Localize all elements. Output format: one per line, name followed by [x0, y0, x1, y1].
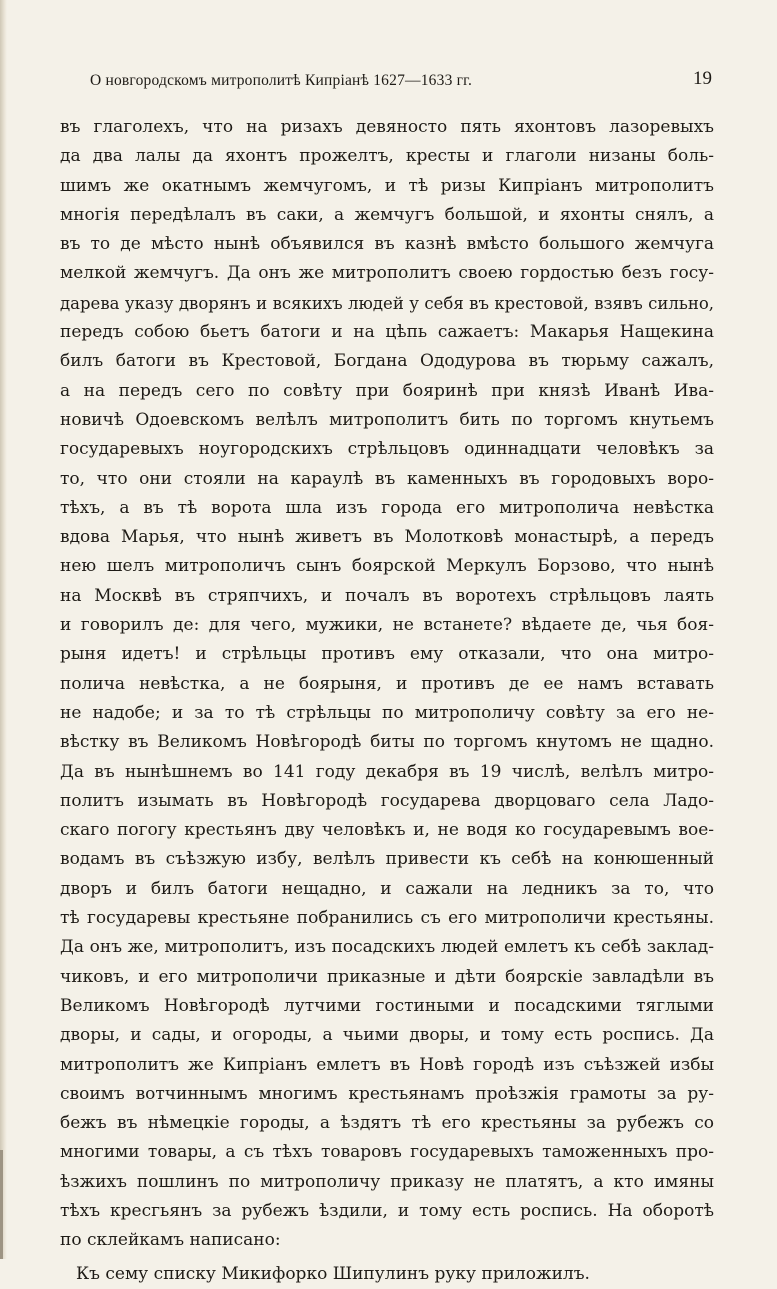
page-header	[60, 66, 716, 96]
text-line: по склейкамъ написано:	[60, 1230, 281, 1251]
text-line: дворы, и сады, и огороды, а чьими дворы, и тому есть роспись. Да	[60, 1025, 714, 1046]
text-line: Да онъ же, митрополитъ, изъ посадскихъ людей емлетъ къ себѣ заклад-	[60, 937, 714, 958]
text-line: государевыхъ ноугородскихъ стрѣльцовъ одиннадцати человѣкъ за	[60, 439, 714, 460]
text-line: тѣхъ кресгьянъ за рубежъ ѣздили, и тому есть роспись. На оборотѣ	[60, 1200, 714, 1221]
text-line: политъ изымать въ Новѣгородѣ государева дворцоваго села Ладо-	[60, 790, 714, 811]
page-number: 19	[693, 68, 712, 89]
text-line: тѣхъ, а въ тѣ ворота шла изъ города его митрополича невѣстка	[60, 497, 714, 518]
text-line: бежъ въ нѣмецкіе городы, а ѣздятъ тѣ его крестьяны за рубежъ со	[60, 1113, 714, 1134]
text-line: и говорилъ де: для чего, мужики, не встанете? вѣдаете де, чья боя-	[60, 615, 714, 636]
text-line: да два лалы да яхонтъ прожелтъ, кресты и глаголи низаны боль-	[60, 146, 714, 167]
text-line: чиковъ, и его митрополичи приказные и дѣти боярскіе завладѣли въ	[60, 966, 714, 987]
text-line: а на передъ сего по совѣту при бояринѣ при князѣ Иванѣ Ива-	[60, 380, 714, 401]
text-line: передъ собою бьетъ батоги и на цѣпь сажаетъ: Макарья Нащекина	[60, 322, 714, 343]
text-line: вдова Марья, что нынѣ живетъ въ Молотковѣ монастырѣ, а передъ	[60, 527, 714, 548]
text-line: многія передѣлалъ въ саки, а жемчугъ большой, и яхонты снялъ, а	[60, 204, 714, 225]
text-line: нею шелъ митрополичъ сынъ боярской Меркулъ Борзово, что нынѣ	[60, 556, 714, 577]
text-line: многими товары, а съ тѣхъ товаровъ государевыхъ таможенныхъ про-	[60, 1142, 714, 1163]
text-line: билъ батоги въ Крестовой, Богдана Ододурова въ тюрьму сажалъ,	[60, 351, 714, 372]
text-line: Да въ нынѣшнемъ во 141 году декабря въ 19 числѣ, велѣлъ митро-	[60, 761, 714, 782]
text-line: скаго погогу крестьянъ дву человѣкъ и, не водя ко государевымъ вое-	[60, 820, 714, 841]
text-line: митрополитъ же Кипріанъ емлетъ въ Новѣ городѣ изъ съѣзжей избы	[60, 1054, 714, 1075]
binding-mark	[0, 1150, 3, 1259]
running-title: О новгородскомъ митрополитѣ Кипріанѣ 1627—1633 гг.	[90, 72, 473, 89]
text-line: шимъ же окатнымъ жемчугомъ, и тѣ ризы Кипріанъ митрополитъ	[60, 175, 714, 196]
text-line: то, что они стояли на караулѣ въ каменныхъ въ городовыхъ воро-	[60, 468, 714, 489]
text-line: въ глаголехъ, что на ризахъ девяносто пять яхонтовъ лазоревыхъ	[60, 117, 714, 137]
closing-line: Къ сему списку Микифорко Шипулинъ руку приложилъ.	[76, 1263, 590, 1284]
text-line: своимъ вотчиннымъ многимъ крестьянамъ проѣзжія грамоты за ру-	[60, 1083, 714, 1104]
page-spine-edge	[0, 0, 7, 1259]
text-line: на Москвѣ въ стряпчихъ, и почалъ въ воротехъ стрѣльцовъ лаять	[60, 585, 714, 606]
text-line: тѣ государевы крестьяне побранились съ его митрополичи крестьяны.	[60, 908, 714, 929]
text-line: вѣстку въ Великомъ Новѣгородѣ биты по торгомъ кнутомъ не щадно.	[60, 732, 714, 753]
text-line: водамъ въ съѣзжую избу, велѣлъ привести къ себѣ на конюшенный	[60, 849, 714, 870]
text-line: въ то де мѣсто нынѣ объявился въ казнѣ вмѣсто большого жемчуга	[60, 234, 714, 255]
text-line: ѣзжихъ пошлинъ по митрополичу приказу не платятъ, а кто имяны	[60, 1171, 714, 1192]
text-line: мелкой жемчугъ. Да онъ же митрополитъ своею гордостью безъ госу-	[60, 263, 714, 284]
text-line: полича невѣстка, а не боярыня, и противъ де ее намъ вставать	[60, 673, 714, 694]
text-line: не надобе; и за то тѣ стрѣльцы по митрополичу совѣту за его не-	[60, 702, 714, 723]
text-line: дворъ и билъ батоги нещадно, и сажали на ледникъ за то, что	[60, 878, 714, 899]
text-line: Великомъ Новѣгородѣ лутчими гостиными и посадскими тяглыми	[60, 995, 714, 1016]
text-line: рыня идетъ! и стрѣльцы противъ ему отказали, что она митро-	[60, 644, 714, 665]
body-text	[60, 113, 714, 1289]
text-line: дарева указу дворянъ и всякихъ людей у себя въ крестовой, взявъ сильно,	[60, 293, 714, 313]
text-line: новичѣ Одоевскомъ велѣлъ митрополитъ бить по торгомъ кнутьемъ	[60, 409, 714, 430]
